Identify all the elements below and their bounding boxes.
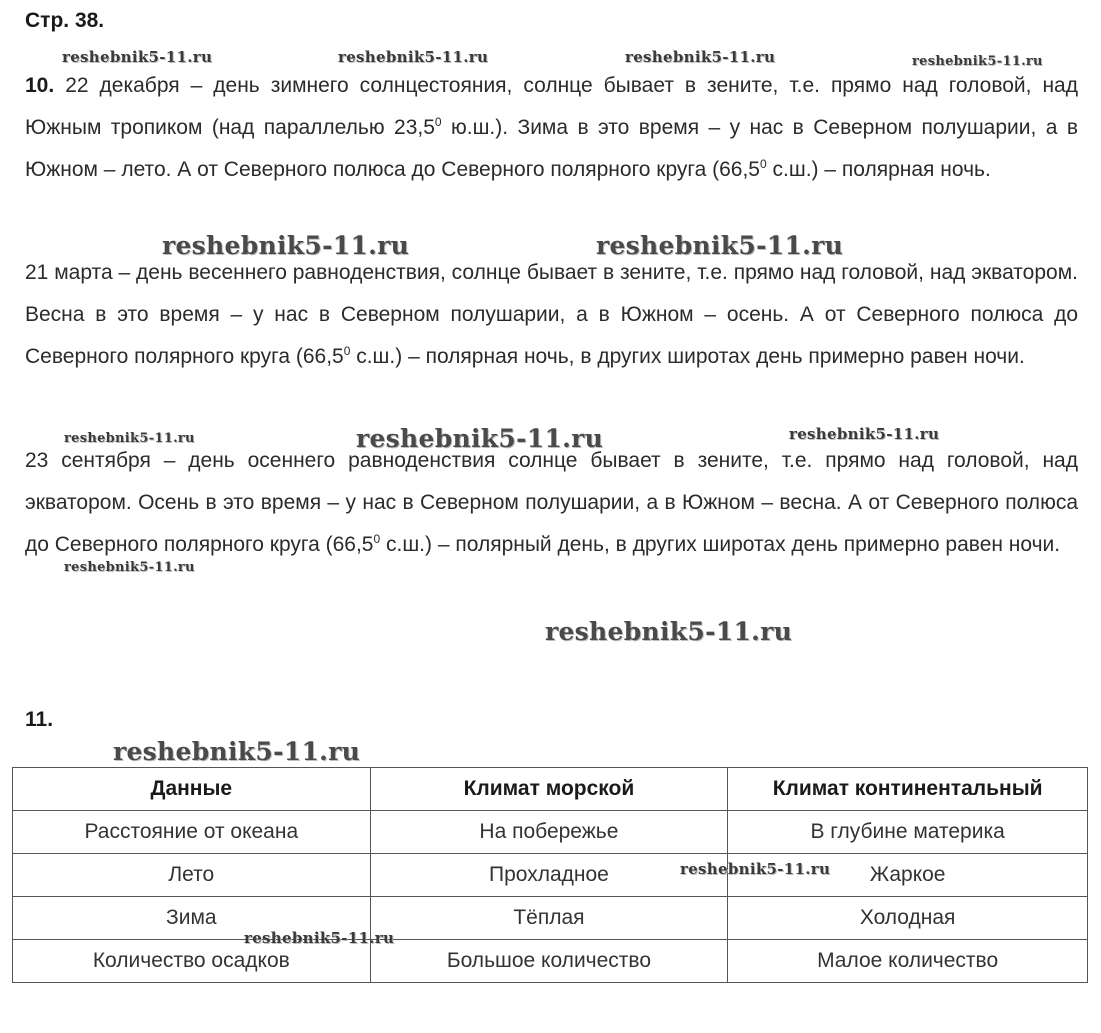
header-cell-marine: Климат морской	[370, 768, 728, 811]
degree-mark: 0	[760, 157, 767, 171]
task10-number: 10.	[25, 74, 55, 97]
table-cell: Тёплая	[370, 897, 728, 940]
degree-mark: 0	[373, 532, 381, 546]
table-cell: Расстояние от океана	[13, 811, 371, 854]
table-cell: Зима	[13, 897, 371, 940]
task10-paragraph-3	[25, 440, 1078, 566]
watermark: reshebnik5-11.ru	[680, 860, 831, 878]
table-cell: Количество осадков	[13, 940, 371, 983]
text-run: 23 сентября – день осеннего равноденствия солнце бывает в зените, т.е. прямо над головой, над экватором. Осень в это время – у нас в Северном полушарии, а в Южном – весна. А от Северного полюса до Северного полярного круга (66,5	[25, 449, 1078, 556]
table-cell: Прохладное	[370, 854, 728, 897]
watermark: reshebnik5-11.ru	[64, 560, 195, 575]
table-row	[13, 811, 1088, 854]
text-run: с.ш.) – полярная ночь.	[766, 158, 991, 181]
degree-mark: 0	[343, 344, 351, 358]
table-cell: На побережье	[370, 811, 728, 854]
watermark: reshebnik5-11.ru	[625, 48, 776, 66]
table-row	[13, 940, 1088, 983]
task10-paragraph-2	[25, 252, 1078, 378]
text-run: 22 декабря – день зимнего солнцестояния, солнце бывает в зените, т.е. прямо над головой, над Южным тропиком (над параллелью 23,5	[25, 74, 1078, 139]
table-header-row	[13, 768, 1088, 811]
text-run: с.ш.) – полярная ночь, в других широтах день примерно равен ночи.	[350, 345, 1025, 368]
task11-number: 11.	[25, 708, 54, 731]
header-cell-data: Данные	[13, 768, 371, 811]
text-run: с.ш.) – полярный день, в других широтах день примерно равен ночи.	[380, 533, 1061, 556]
watermark: reshebnik5-11.ru	[356, 424, 604, 453]
header-cell-continental: Климат континентальный	[728, 768, 1088, 811]
table-row	[13, 854, 1088, 897]
text-run: ю.ш.). Зима в это время – у нас в Северном полушарии, а в Южном – лето. А от Северного полюса до Северного полярного круга (66,5	[25, 116, 1078, 181]
table-cell: Холодная	[728, 897, 1088, 940]
watermark: reshebnik5-11.ru	[113, 737, 361, 766]
watermark: reshebnik5-11.ru	[789, 425, 940, 443]
watermark: reshebnik5-11.ru	[62, 48, 213, 66]
table-cell: Малое количество	[728, 940, 1088, 983]
climate-table	[12, 767, 1088, 983]
watermark: reshebnik5-11.ru	[545, 617, 793, 646]
text-run: 21 марта – день весеннего равноденствия, солнце бывает в зените, т.е. прямо над головой, над экватором. Весна в это время – у нас в Северном полушарии, а в Южном – осень. А от Северного полюса до Северного полярного круга (66,5	[25, 261, 1078, 368]
task10-paragraph-1	[25, 65, 1078, 191]
watermark: reshebnik5-11.ru	[912, 54, 1043, 69]
page-heading: Стр. 38.	[25, 9, 105, 32]
watermark: reshebnik5-11.ru	[162, 231, 410, 260]
watermark: reshebnik5-11.ru	[338, 48, 489, 66]
watermark: reshebnik5-11.ru	[244, 929, 395, 947]
table-cell: Жаркое	[728, 854, 1088, 897]
table-cell: Лето	[13, 854, 371, 897]
watermark: reshebnik5-11.ru	[64, 431, 195, 446]
table-row	[13, 897, 1088, 940]
degree-mark: 0	[434, 115, 442, 129]
table-cell: В глубине материка	[728, 811, 1088, 854]
table-cell: Большое количество	[370, 940, 728, 983]
watermark: reshebnik5-11.ru	[596, 231, 844, 260]
